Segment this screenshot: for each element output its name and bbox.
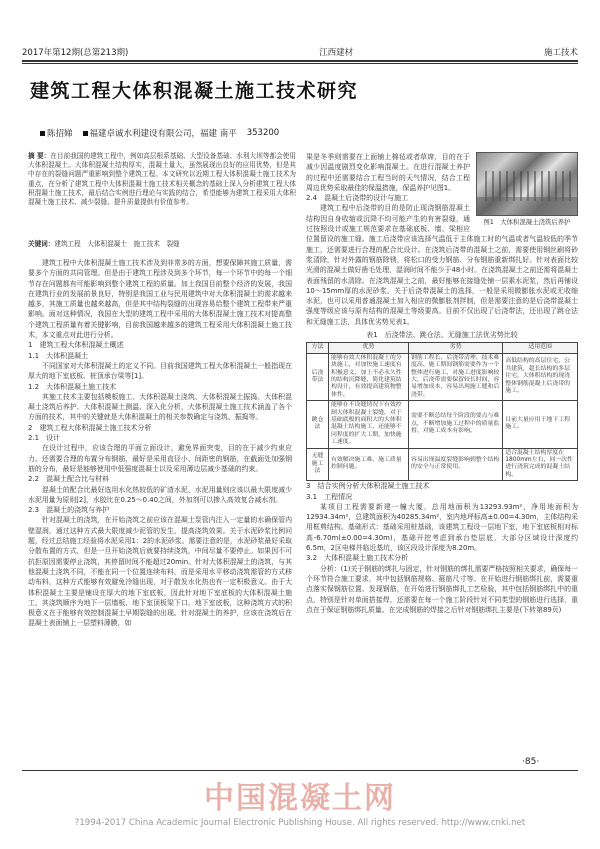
paragraph: 某项目工程需要新建一幢大厦，总用地面积为13293.93m²，净用地面积为12934.34m²，总建筑面积为40285.34m²，室内地坪标高±0.00=4.30m，主体结构采用框剪结构。基础形式：基础采用桩基础，该建筑工程设一层地下室，地下室底板相对标高-6.70m(±0.00=4.30m)，基础开挖考虑到承台垫层底，大部分区域设计深度约6.5m，2区电梯井临近基坑，该区段设计深度为8.20m。 bbox=[306, 502, 578, 553]
table-cell-dis: 容易出现温度裂缝影响到整个结构的安全与正常使用。 bbox=[408, 448, 502, 481]
section-heading: 3.2 大体积混凝土施工技术分析 bbox=[306, 554, 409, 563]
table-cell-dis: 钢筋工程长、后浇带清理、技术难度高、施工期间钢筋需要作为一个整体进行施工，对施工进度影响较大，后浇带需要保留较长时间，容易增加成本，容易出现施工缝和后浇带。 bbox=[408, 353, 502, 400]
paragraph: 建筑工程中后浇带的目的是防止现浇钢筋混凝土结构因自身收缩或沉降不均可能产生的有害裂缝，通过按照设计或施工规范要求在基础底板、墙、梁相应位置留设的施工缝。施工后浇带应该选择气温低于主体施工时的气温或者气温较低的季节施工，还需要进行合理的配合比设计。在浇筑后浇带的混凝土之前，需要使用钢丝刷将砂浆清除，针对外露的钢筋除锈，将松口的受力钢筋、分布钢筋重新绑扎好。针对表面比较光滑的混凝土做好凿毛处理，湿润时间不能少于48小时。在浇筑混凝土之前还需将混凝土表面残留的水清除。在浇筑混凝土之前，最好能够在接缝处铺一层素水泥浆，然后再铺设10～15mm厚的水泥砂浆。关于后浇带混凝土的选择，一般是采用微膨胀水泥或无收缩水泥，也可以采用普通混凝土加入相应的微膨胀剂拌制，但是需要注意的是后浇带混凝土强度等级应该与原有结构的混凝土等级要高。目前不仅出现了后浇带法，还出现了跳仓法和无缝施工法，具体优劣势见表1。 bbox=[306, 204, 578, 326]
table-row bbox=[307, 448, 578, 481]
section-heading: 2.4 混凝土后浇带的设计与施工 bbox=[306, 194, 409, 203]
paragraph: 混凝土的配合比最好选用水化热较低的矿渣水泥，水泥用量则应该以最大限度减少水泥用量为原则[2]，水胶比在0.25～0.40之间，外加剂可以掺入高效复合减水剂。 bbox=[28, 485, 292, 504]
page-number: ·85· bbox=[522, 757, 540, 767]
table-row bbox=[307, 401, 578, 448]
keywords bbox=[28, 238, 296, 248]
abstract-label: 摘 要： bbox=[28, 152, 51, 160]
table-header-row bbox=[307, 343, 578, 353]
paragraph: 在设计过程中，应该合理的平面立面设计，避免界面突变，目的在于减少约束应力。还需要合理的布置分布钢筋，最好是采用直径小、间距密的钢筋，在截面处加强钢筋的分布，最好是能够使用中低强度混凝土以及采用薄边层减少基础的约束。 bbox=[28, 444, 292, 473]
figure-caption: 图1 大体积混凝土浇筑后养护 bbox=[483, 218, 571, 226]
article-title: 建筑工程大体积混凝土施工技术研究 bbox=[30, 80, 359, 102]
table-cell-scope: 高低结构的高层住宅，公共建筑，超长结构的多层住宅，大体积结构的现浇整体钢筋混凝土后浇带的施工。 bbox=[503, 353, 578, 400]
bullet-icon bbox=[40, 131, 45, 136]
paragraph: 针对混凝土的浇筑，在开始浇筑之前应该在混凝土泵管内注入一定量的水确保管内壁湿润，通过这种方式最大限度减少泥管的发生，提高浇筑效果。关于水泥砂浆比例问题，经过总结施工经验将水泥采用1：2的水泥砂浆。需要注意的是，水泥砂浆最好采取分散布置的方式，但是一旦开始浇筑后就要持续浇筑，中间尽量不要停止。如果因不可抗拒原因需要停止浇筑，其停留时间不能超过20min。针对大体积混凝土的浇筑，与其他混凝土浇筑不同，不能在同一个位置连续布料，而是采用水平移动浇筑需管的方式移动布料，这种方式能够有效避免冷缝出现，对于散发水化热也有一定积极意义。由于大体积混凝土主要是铺设在厚大的地下室底板，因此针对地下室底板的大体积混凝土施工，其浇筑顺序为地下一层墙板、地下室顶板梁下口、地下室底板，这种浇筑方式的积极意义在于能够有效控制混凝土早期裂缝的出现。针对混凝土的养护，应该在浇筑后在混凝土表面铺上一层塑料薄膜，如 bbox=[28, 516, 292, 628]
table-row bbox=[307, 353, 578, 400]
section-heading: 1.1 大体积混凝土 bbox=[28, 351, 89, 360]
table-cell-method: 后浇带法 bbox=[307, 353, 329, 400]
abstract bbox=[28, 152, 296, 207]
section-heading: 3 结合实例分析大体积混凝土施工技术 bbox=[306, 482, 430, 491]
author bbox=[40, 127, 73, 139]
section-heading: 1.2 大体积混凝土施工技术 bbox=[28, 382, 117, 391]
author-name: 陈招娣 bbox=[47, 129, 73, 139]
section-heading: 3.1 工程情况 bbox=[306, 492, 353, 501]
table-cell-adv: 能够在不设缝情况下有效控制大体积混凝土裂缝，对于基础底板的面积大的大体积混凝土结构施工，还能够不同程度的扩大工期，加快施工速度。 bbox=[329, 401, 409, 448]
issue-label: 2017年第12期(总第213期) bbox=[22, 48, 129, 58]
right-column bbox=[306, 152, 578, 615]
postcode: 353200 bbox=[246, 128, 280, 138]
journal-name: 江西建材 bbox=[319, 48, 354, 58]
table-header: 劣势 bbox=[408, 343, 502, 353]
affiliation bbox=[83, 127, 237, 139]
table-cell-dis: 需要不断总结每个阶段的要点与难点，不断增加施工过程中的质量监督，对施工成本有影响。 bbox=[408, 401, 502, 448]
table-header: 方法 bbox=[307, 343, 329, 353]
header-rule bbox=[22, 60, 578, 62]
table-cell-scope: 目前大量应用于地下工程施工。 bbox=[503, 401, 578, 448]
table-cell-adv: 能够有效大体积混凝土的分块施工，对加快施工速度有积极意义，加上不必永久性的结构沉降缝，简化建筑结构设计，有效提高建筑物整体性。 bbox=[329, 353, 409, 400]
paragraph: 不同国家对大体积混凝土的定义不同。目前我国建筑工程大体积混凝土一般指现在厚大的地下室底板、桩顶承台梁等[1]。 bbox=[28, 361, 292, 381]
paragraph: 分析：(1)关于钢筋的绑扎与固定，针对钢筋的绑扎需要严格按照相关要求，确保每一个环节符合施工要求，其中包括钢筋规格、箍筋尺寸等。在开始进行钢筋绑扎前，需要重点落实保钢筋位置、发现钢筋，在开始进行钢筋绑扎工艺检验，其中包括钢筋绑扎中的重点，特别是针对单面搭接焊，还需要在每一个施工阶段针对不同类型的钢筋进行选择，重点在于保证钢筋绑扎质量。在完成钢筋的焊接之后针对钢筋绑扎主要是(下转第89页) bbox=[306, 564, 578, 614]
header-rule-thin bbox=[22, 63, 578, 64]
section-label: 施工技术 bbox=[543, 48, 578, 58]
affiliation-text: 福建卓诚水利建设有限公司，福建 南平 bbox=[89, 129, 237, 139]
footer-rule bbox=[22, 770, 578, 771]
table-caption: 表1 后浇带法、跳仓法、无缝施工法优劣势比较 bbox=[366, 331, 518, 340]
table-cell-scope: 适合混凝土结构厚度在1800mm左右，同一次性进行浇筑完成的混凝土结构。 bbox=[503, 448, 578, 481]
table-header: 适用范围 bbox=[503, 343, 578, 353]
section-heading: 2 建筑工程大体积混凝土施工技术分析 bbox=[28, 423, 152, 432]
section-heading: 1 建筑工程大体积混凝土概述 bbox=[28, 341, 124, 350]
paragraph: 果是冬季则需要在上面铺上棉毡或者草席，目的在于减少因温度剧烈变化影响混凝土。在进行混凝土养护的过程中还需要结合工程当时的天气情况，结合工程周边优势采取最佳的保温措施，保温养护见图1。 bbox=[306, 153, 470, 192]
curing-photo bbox=[476, 152, 578, 216]
keywords-label: 关键词： bbox=[28, 240, 55, 248]
abstract-text: 在目前我国的建筑工程中，例如高层根系基础、大型设备基础、水利大坝等都会使用大体积混凝土。大体积混凝土结构厚实，混凝土量大，虽然展现出良好的应用优势，但是其中存在的裂缝问题严重影响到整个建筑工程。本文研究以近期工程大体积混凝土施工技术为重点，在分析了建筑工程中大体积混凝土施工技术相关概念的基础上深入分析建筑工程大体积混凝土施工技术，最后结合实例进行理论与实践的结合，希望能够为建筑工程采用大体积混凝土施工技术、减少裂缝、提升质量提供有价值参考。 bbox=[28, 152, 297, 207]
copyright-line: ?1994-2017 China Academic Journal Electronic Publishing House. All rights reserved. http://www.cnki.net bbox=[74, 818, 526, 828]
table-cell-adv: 有效解决施工难、施工质量控制问题。 bbox=[329, 448, 409, 481]
left-column bbox=[28, 258, 292, 629]
section-heading: 2.3 混凝土的浇筑与养护 bbox=[28, 506, 110, 515]
keywords-text: 建筑工程 大体积混凝土 施工技术 裂缝 bbox=[54, 240, 180, 248]
table-header: 优势 bbox=[329, 343, 409, 353]
watermark: 中国混凝土网 bbox=[204, 781, 396, 816]
author-line bbox=[40, 127, 279, 139]
running-header bbox=[22, 44, 578, 58]
section-heading: 2.2 混凝土配合比与材料 bbox=[28, 475, 110, 484]
figure-1 bbox=[476, 152, 578, 226]
table-cell-method: 无缝施工法 bbox=[307, 448, 329, 481]
comparison-table bbox=[306, 342, 578, 481]
bullet-icon bbox=[83, 131, 88, 136]
table-cell-method: 跳仓法 bbox=[307, 401, 329, 448]
section-heading: 2.1 设计 bbox=[28, 434, 61, 443]
paragraph: 其施工技术主要包括模板施工、大体积混凝土浇筑、大体积混凝土振捣、大体积混凝土浇筑后养护、大体积混凝土测温、深入化分析，大体积混凝土施工技术涵盖了各个方面的技术，其中的关键就是大体积混凝土的相关参数确定与浇筑、振捣等。 bbox=[28, 392, 292, 422]
intro-paragraph: 建筑工程中大体积混凝土施工技术涉及到非常多的方面，想要保障其施工质量，需要多个方面的共同管理。但是由于建筑工程涉及到多个环节，每一个环节中的每一个细节存在问题都有可能影响到整个建筑工程的质量。加上我国目前整个经济的发展，我国在建筑行业的发展前景良好，特别是我国工业与民用建筑中对大体积混凝土的需求越来越多，其施工质量也越来越高，但是其中结构裂缝的出现容易给整个建筑工程带来严重影响。面对这种情况，我国在大型的建筑工程中采用的大体积混凝土施工技术对提高整个建筑工程质量有着关键影响，目前我国越来越多的建筑工程采用大体积混凝土施工技术，本文重点对此进行分析。 bbox=[28, 259, 292, 340]
